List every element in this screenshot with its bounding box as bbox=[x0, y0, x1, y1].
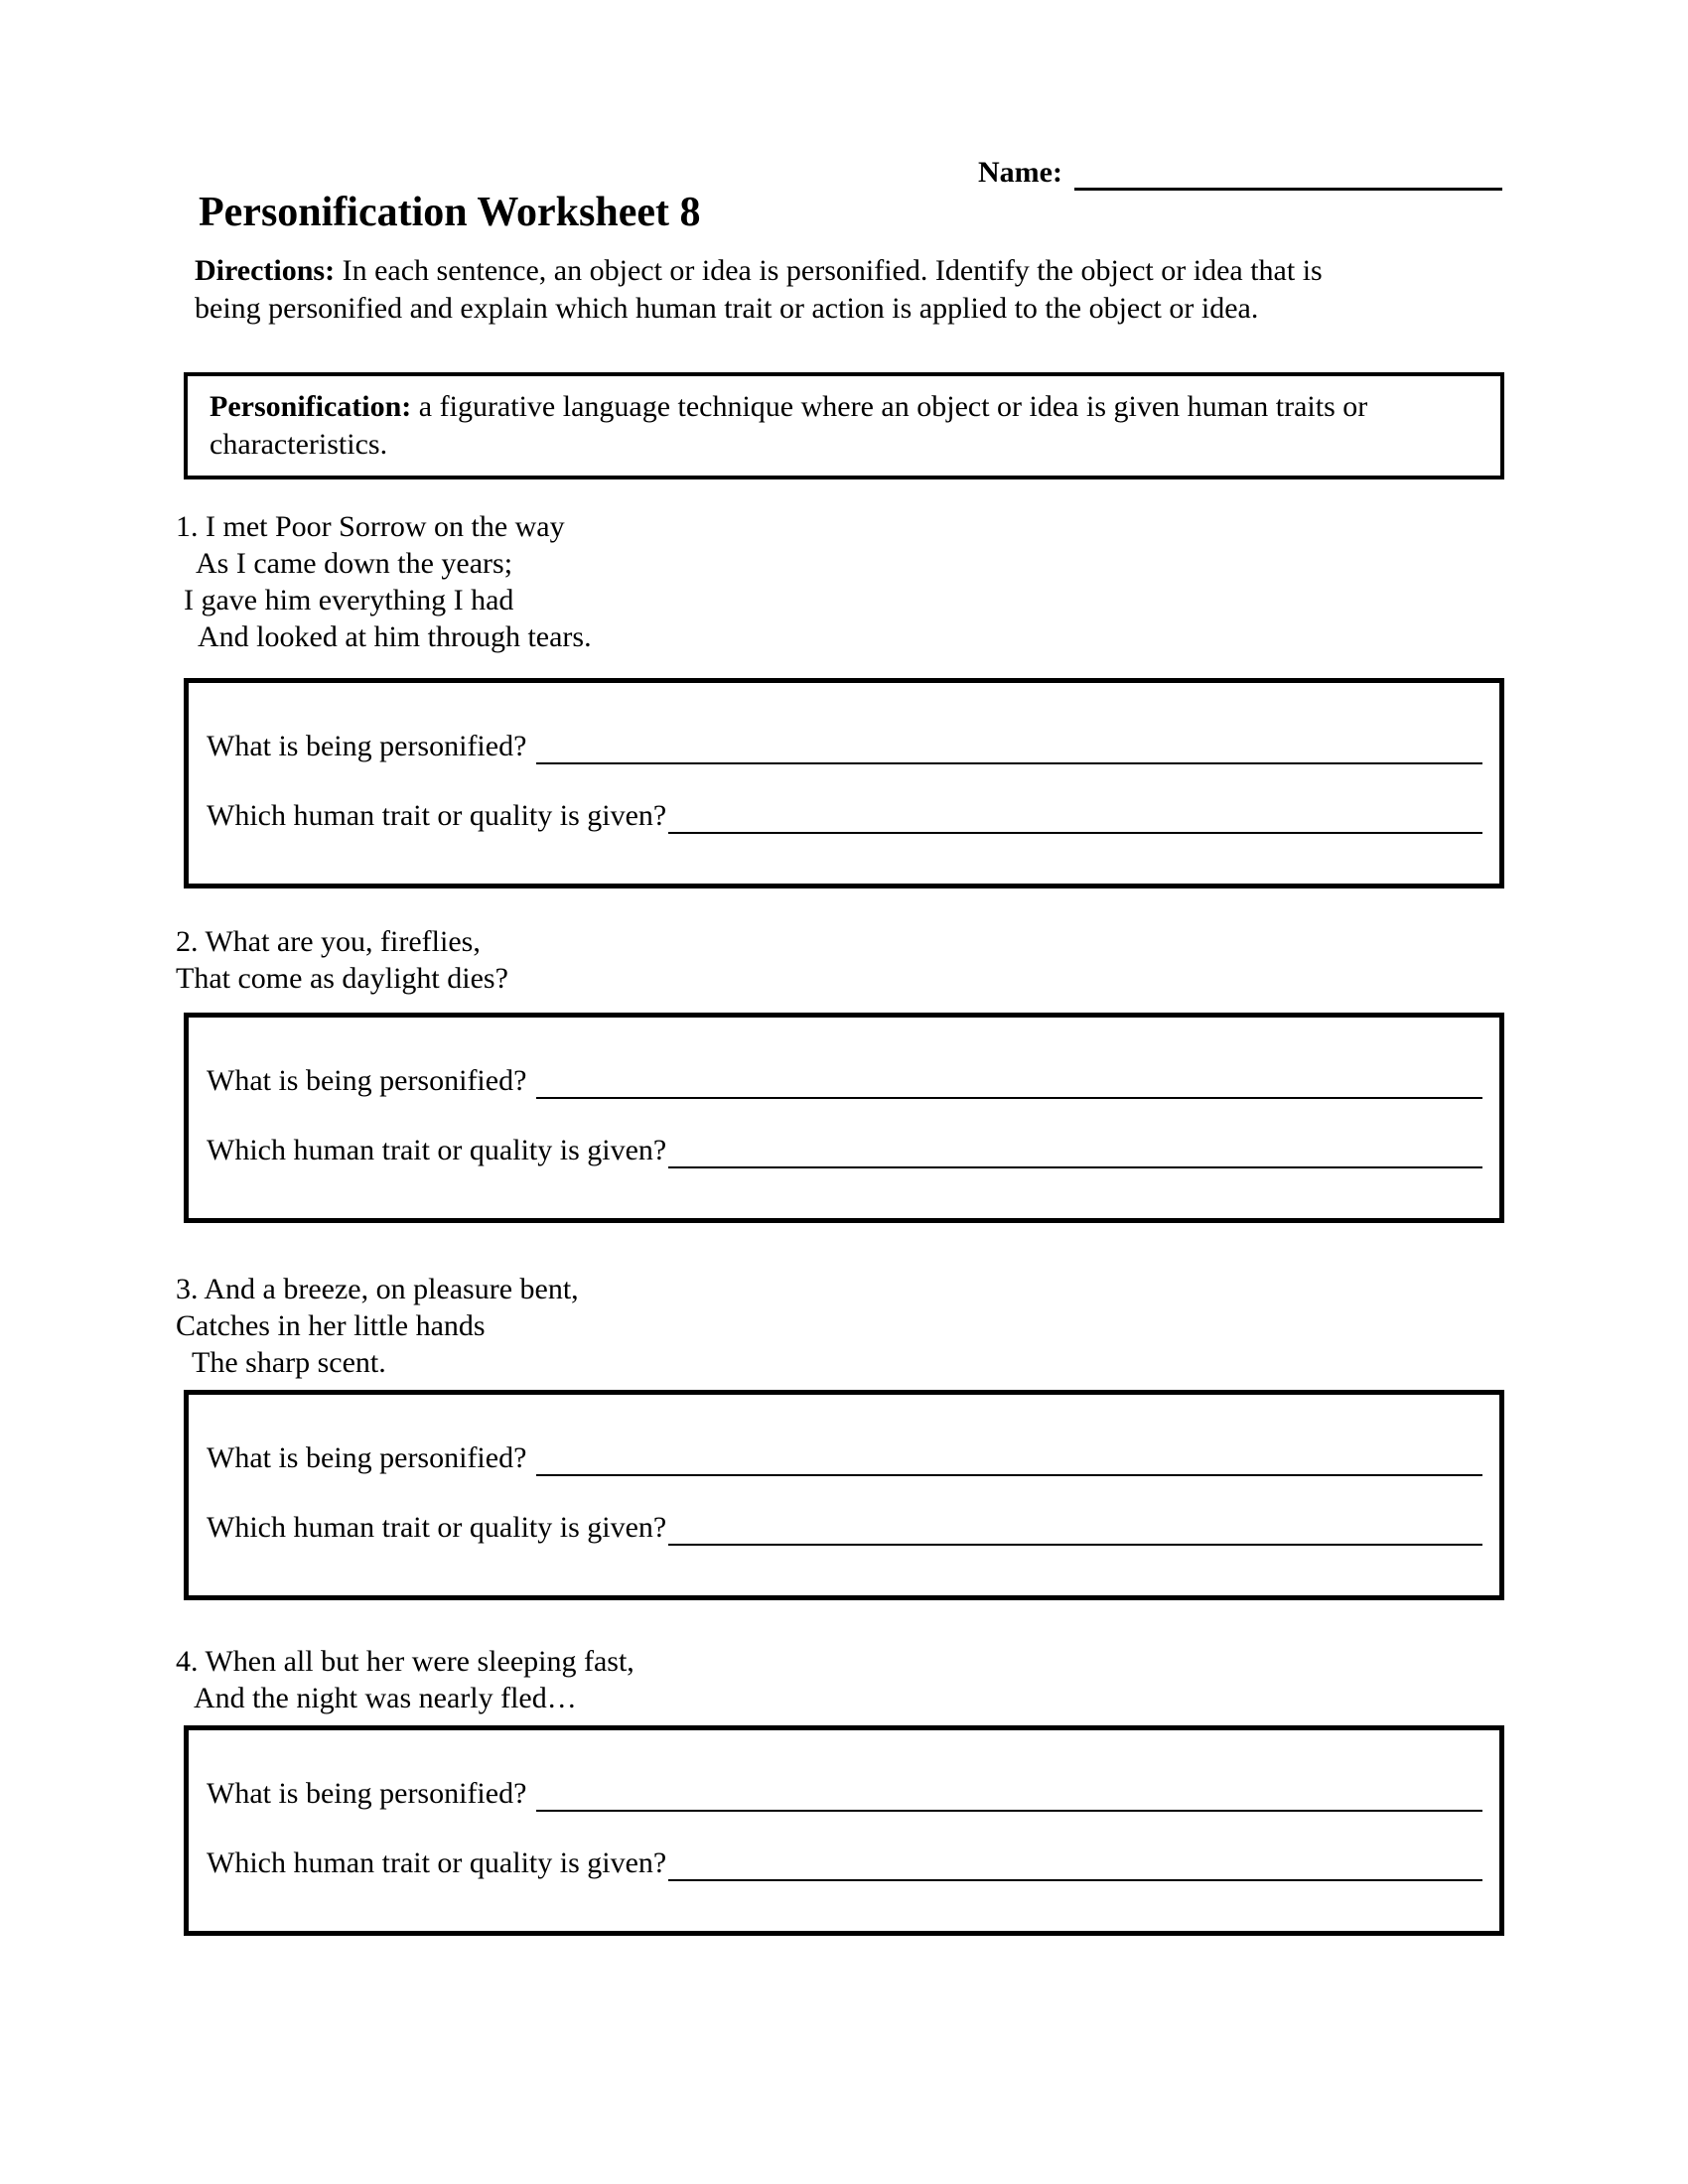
directions bbox=[195, 252, 1485, 328]
trait-prompt-label: Which human trait or quality is given? bbox=[207, 1846, 667, 1879]
personified-prompt-label: What is being personified? bbox=[207, 730, 527, 762]
personified-blank-line[interactable] bbox=[536, 1776, 1482, 1812]
personified-prompt-label: What is being personified? bbox=[207, 1777, 527, 1810]
answer-box-3 bbox=[184, 1390, 1504, 1600]
definition-box bbox=[184, 372, 1504, 479]
name-blank-line[interactable] bbox=[1074, 156, 1502, 191]
personified-prompt-label: What is being personified? bbox=[207, 1064, 527, 1097]
question-4 bbox=[176, 1643, 634, 1716]
personified-prompt-label: What is being personified? bbox=[207, 1441, 527, 1474]
trait-blank-line[interactable] bbox=[668, 1510, 1482, 1546]
definition-label: Personification: bbox=[210, 390, 412, 423]
trait-prompt-row-2 bbox=[207, 1132, 1482, 1168]
personified-prompt-row-2 bbox=[207, 1062, 1482, 1099]
trait-prompt-label: Which human trait or quality is given? bbox=[207, 1134, 667, 1166]
trait-prompt-row-1 bbox=[207, 797, 1482, 834]
personified-prompt-row-1 bbox=[207, 728, 1482, 764]
answer-box-4 bbox=[184, 1725, 1504, 1936]
trait-prompt-label: Which human trait or quality is given? bbox=[207, 799, 667, 832]
question-1-line-4: And looked at him through tears. bbox=[198, 620, 592, 653]
question-4-line-1: 4. When all but her were sleeping fast, bbox=[176, 1645, 634, 1678]
trait-prompt-label: Which human trait or quality is given? bbox=[207, 1511, 667, 1544]
question-1-line-1: 1. I met Poor Sorrow on the way bbox=[176, 510, 565, 543]
trait-prompt-row-3 bbox=[207, 1509, 1482, 1546]
question-1-line-3: I gave him everything I had bbox=[184, 584, 514, 616]
question-3 bbox=[176, 1271, 579, 1381]
page-title: Personification Worksheet 8 bbox=[199, 190, 701, 235]
answer-box-1 bbox=[184, 678, 1504, 888]
question-1 bbox=[176, 508, 592, 655]
directions-label: Directions: bbox=[195, 254, 336, 287]
directions-line1: In each sentence, an object or idea is personified. Identify the object or idea that is bbox=[342, 254, 1323, 287]
question-3-line-2: Catches in her little hands bbox=[176, 1309, 486, 1342]
question-2-line-1: 2. What are you, fireflies, bbox=[176, 925, 481, 958]
definition-text: a figurative language technique where an object or idea is given human traits or characteristics. bbox=[210, 390, 1368, 461]
question-4-line-2: And the night was nearly fled… bbox=[194, 1682, 577, 1714]
question-3-line-1: 3. And a breeze, on pleasure bent, bbox=[176, 1273, 579, 1305]
personified-blank-line[interactable] bbox=[536, 729, 1482, 764]
question-2-line-2: That come as daylight dies? bbox=[176, 962, 508, 995]
personified-prompt-row-4 bbox=[207, 1775, 1482, 1812]
personified-prompt-row-3 bbox=[207, 1439, 1482, 1476]
question-3-line-3: The sharp scent. bbox=[192, 1346, 386, 1379]
directions-line2: being personified and explain which human trait or action is applied to the object or idea. bbox=[195, 292, 1259, 325]
trait-prompt-row-4 bbox=[207, 1844, 1482, 1881]
trait-blank-line[interactable] bbox=[668, 1133, 1482, 1168]
question-2 bbox=[176, 923, 508, 997]
trait-blank-line[interactable] bbox=[668, 1845, 1482, 1881]
name-row bbox=[978, 155, 1502, 191]
personified-blank-line[interactable] bbox=[536, 1440, 1482, 1476]
trait-blank-line[interactable] bbox=[668, 798, 1482, 834]
question-1-line-2: As I came down the years; bbox=[196, 547, 513, 580]
name-label: Name: bbox=[978, 156, 1062, 189]
personified-blank-line[interactable] bbox=[536, 1063, 1482, 1099]
answer-box-2 bbox=[184, 1013, 1504, 1223]
